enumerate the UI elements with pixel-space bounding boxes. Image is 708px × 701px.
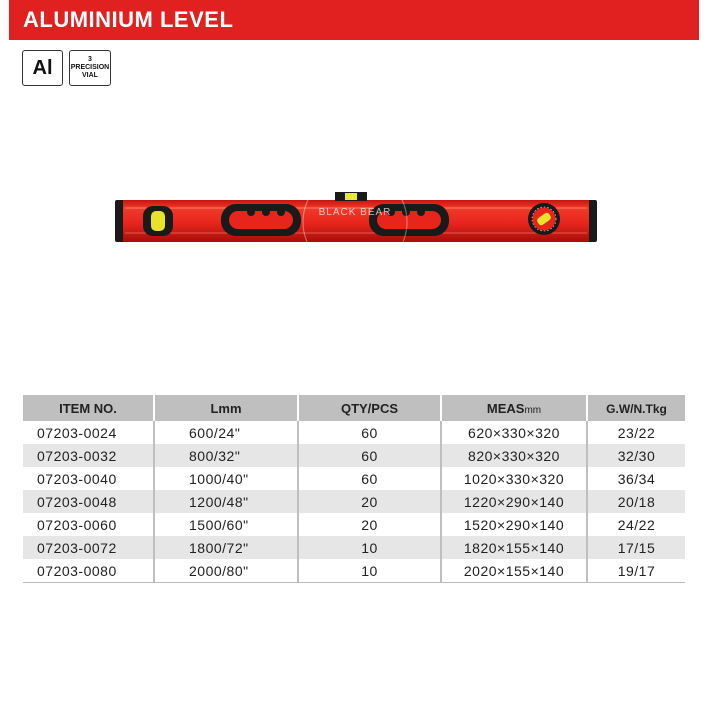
cell-meas: 1520×290×140 <box>441 513 587 536</box>
cell-weight: 23/22 <box>617 424 656 441</box>
cell-meas: 1820×155×140 <box>441 536 587 559</box>
column-header-item: ITEM NO. <box>23 395 154 421</box>
vial-line-2: VIAL <box>82 72 98 79</box>
material-badge-label: Al <box>32 56 53 79</box>
cell-weight: 24/22 <box>617 516 656 533</box>
vial-line-1: PRECISION <box>70 64 110 71</box>
cell-meas: 2020×155×140 <box>441 559 587 583</box>
cell-item: 07203-0048 <box>23 490 154 513</box>
table-row <box>23 467 685 490</box>
table-row <box>23 536 685 559</box>
title-banner <box>9 0 699 40</box>
precision-vial-badge <box>69 50 111 86</box>
column-header-length: Lmm <box>154 395 298 421</box>
spirit-level-illustration <box>113 188 599 250</box>
meas-unit: mm <box>524 404 542 416</box>
cell-weight: 19/17 <box>587 559 685 583</box>
table-row <box>23 490 685 513</box>
table-row <box>23 444 685 467</box>
cell-length: 1000/40" <box>154 467 298 490</box>
cell-item: 07203-0080 <box>23 559 154 583</box>
cell-length: 600/24" <box>154 421 298 444</box>
cell-qty: 10 <box>298 536 441 559</box>
cell-length: 2000/80" <box>154 559 298 583</box>
cell-qty: 20 <box>298 513 441 536</box>
column-header-weight: G.W/N.Tkg <box>587 395 685 421</box>
cell-meas: 620×330×320 <box>441 421 587 444</box>
aluminium-material-badge <box>22 50 63 86</box>
table-row <box>23 513 685 536</box>
table-row <box>23 559 685 583</box>
cell-weight: 20/18 <box>587 490 685 513</box>
cell-qty: 20 <box>298 490 441 513</box>
cell-qty: 60 <box>298 444 441 467</box>
column-header-qty: QTY/PCS <box>298 395 441 421</box>
cell-qty: 10 <box>298 559 441 583</box>
cell-item: 07203-0040 <box>23 467 154 490</box>
cell-item: 07203-0024 <box>23 421 154 444</box>
cell-meas: 820×330×320 <box>441 444 587 467</box>
cell-meas: 1020×330×320 <box>441 467 587 490</box>
cell-item: 07203-0072 <box>23 536 154 559</box>
cell-weight: 36/34 <box>617 470 656 487</box>
cell-length: 1800/72" <box>154 536 298 559</box>
cell-item: 07203-0032 <box>23 444 154 467</box>
specification-table <box>23 395 685 583</box>
cell-item: 07203-0060 <box>23 513 154 536</box>
cell-qty: 60 <box>298 467 441 490</box>
aluminium-level-product-image <box>113 188 599 250</box>
column-header-meas: MEASmm <box>441 395 587 421</box>
cell-length: 1500/60" <box>154 513 298 536</box>
cell-weight: 32/30 <box>587 444 685 467</box>
vial-count: 3 <box>88 56 92 63</box>
cell-meas: 1220×290×140 <box>441 490 587 513</box>
cell-length: 800/32" <box>154 444 298 467</box>
cell-length: 1200/48" <box>154 490 298 513</box>
table-header-row <box>23 395 685 421</box>
page-title: ALUMINIUM LEVEL <box>23 7 234 32</box>
brand-watermark: BLACK BEAR <box>318 207 392 218</box>
cell-qty: 60 <box>298 421 441 444</box>
table-row <box>23 421 685 444</box>
cell-weight: 17/15 <box>587 536 685 559</box>
